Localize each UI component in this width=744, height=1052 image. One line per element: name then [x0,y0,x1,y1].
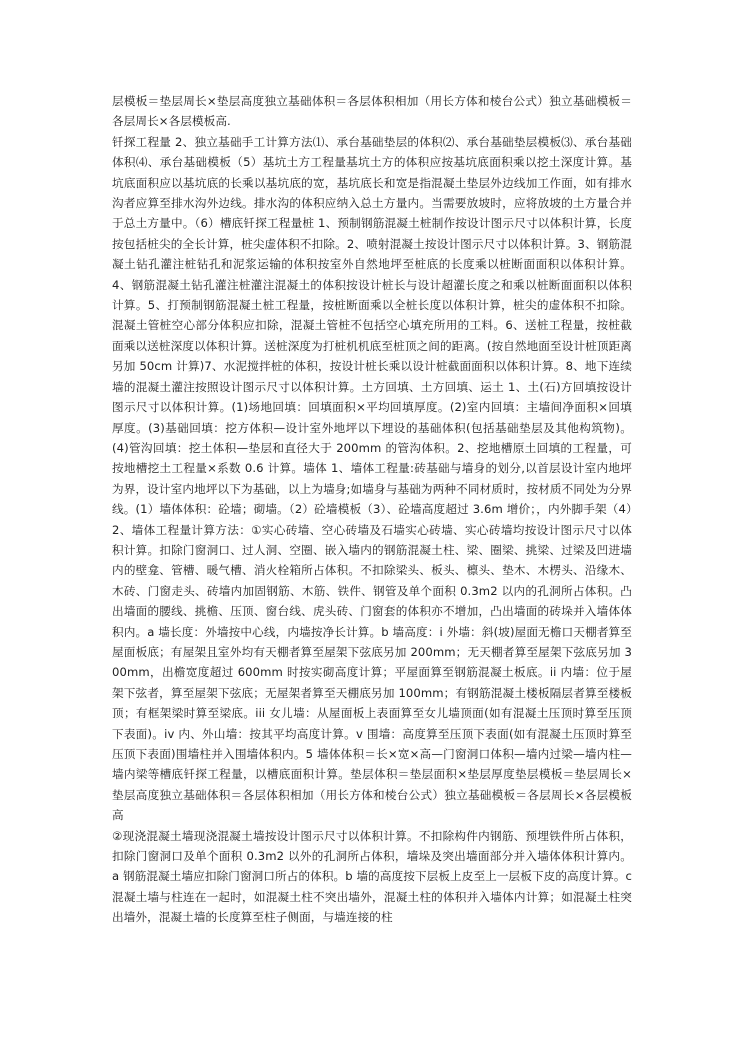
document-body [112,91,632,928]
paragraph-2: 钎探工程量 2、独立基础手工计算方法⑴、承台基础垫层的体积⑵、承台基础垫层模板⑶、承台基础体积⑷、承台基础模板（5）基坑土方工程量基坑土方的体积应按基坑底面积乘以挖土深度计算。基坑底面积应以基坑底的长乘以基坑底的宽，基坑底长和宽是指混凝土垫层外边线加工作面，如有排水沟者应算至排水沟外边线。排水沟的体积应纳入总土方量内。当需要放坡时，应将放坡的土方量合并于总土方量中。（6）槽底钎探工程量桩 1、预制钢筋混凝土桩制作按设计图示尺寸以体积计算，长度按包括桩尖的全长计算，桩尖虚体积不扣除。2、喷射混凝土按设计图示尺寸以体积计算。3、钢筋混凝土钻孔灌注桩钻孔和泥浆运输的体积按室外自然地坪至桩底的长度乘以桩断面面积以体积计算。4、钢筋混凝土钻孔灌注桩灌注混凝土的体积按设计桩长与设计超灌长度之和乘以桩断面面积以体积计算。5、打预制钢筋混凝土桩工程量，按桩断面乘以全桩长度以体积计算，桩尖的虚体积不扣除。混凝土管桩空心部分体积应扣除，混凝土管桩不包括空心填充所用的工料。6、送桩工程量，按桩截面乘以送桩深度以体积计算。送桩深度为打桩机机底至桩顶之间的距离。(按自然地面至设计桩顶距离另加 50cm 计算)7、水泥搅拌桩的体积，按设计桩长乘以设计桩截面面积以体积计算。8、地下连续墙的混凝土灌注按照设计图示尺寸以体积计算。土方回填、土方回填、运土 1、土(石)方回填按设计图示尺寸以体积计算。(1)场地回填：回填面积×平均回填厚度。(2)室内回填：主墙间净面积×回填厚度。(3)基础回填：挖方体积—设计室外地坪以下埋设的基础体积(包括基础垫层及其他构筑物)。(4)管沟回填：挖土体积—垫层和直径大于 200mm 的管沟体积。2、挖地槽原土回填的工程量，可按地槽挖土工程量×系数 0.6 计算。墙体 1、墙体工程量:砖基础与墙身的划分,以首层设计室内地坪为界，设计室内地坪以下为基础，以上为墙身;如墙身与基础为两种不同材质时，按材质不同处为分界线。(1）墙体体积：砼墙；砌墙。（2）砼墙模板（3）、砼墙高度超过 3.6m 增价；，内外脚手架（4）2、墙体工程量计算方法：①实心砖墙、空心砖墙及石墙实心砖墙、实心砖墙均按设计图示尺寸以体积计算。扣除门窗洞口、过人洞、空圈、嵌入墙内的钢筋混凝土柱、梁、圈梁、挑梁、过梁及凹进墙内的壁龛、管槽、暖气槽、消火栓箱所占体积。不扣除梁头、板头、檩头、垫木、木楞头、沿缘木、木砖、门窗走头、砖墙内加固钢筋、木筋、铁件、钢管及单个面积 0.3m2 以内的孔洞所占体积。凸出墙面的腰线、挑檐、压顶、窗台线、虎头砖、门窗套的体积亦不增加，凸出墙面的砖垛并入墙体体积内。a 墙长度：外墙按中心线，内墙按净长计算。b 墙高度：i 外墙：斜(坡)屋面无檐口天棚者算至屋面板底；有屋架且室外均有天棚者算至屋架下弦底另加 200mm；无天棚者算至屋架下弦底另加 300mm，出檐宽度超过 600mm 时按实砌高度计算；平屋面算至钢筋混凝土板底。ii 内墙：位于屋架下弦者，算至屋架下弦底；无屋架者算至天棚底另加 100mm；有钢筋混凝土楼板隔层者算至楼板顶；有框架梁时算至梁底。iii 女儿墙：从屋面板上表面算至女儿墙顶面(如有混凝土压顶时算至压顶下表面)。iv 内、外山墙：按其平均高度计算。v 围墙：高度算至压顶下表面(如有混凝土压顶时算至压顶下表面)围墙柱并入围墙体积内。5 墙体体积＝长×宽×高—门窗洞口体积—墙内过梁—墙内柱—墙内梁等槽底钎探工程量，以槽底面积计算。垫层体积＝垫层面积×垫层厚度垫层模板＝垫层周长×垫层高度独立基础体积＝各层体积相加（用长方体和棱台公式）独立基础模板＝各层周长×各层模板高 [112,134,632,823]
paragraph-3: ②现浇混凝土墙现浇混凝土墙按设计图示尺寸以体积计算。不扣除构件内钢筋、预埋铁件所占体积，扣除门窗洞口及单个面积 0.3m2 以外的孔洞所占体积，墙垛及突出墙面部分并入墙体体积计算内。a 钢筋混凝土墙应扣除门窗洞口所占的体积。b 墙的高度按下层板上皮至上一层板下皮的高度计算。c 混凝土墙与柱连在一起时，如混凝土柱不突出墙外，混凝土柱的体积并入墙体内计算；如混凝土柱突出墙外，混凝土墙的长度算至柱子侧面，与墙连接的柱 [112,828,632,925]
paragraph-1: 层模板＝垫层周长×垫层高度独立基础体积＝各层体积相加（用长方体和棱台公式）独立基础模板＝各层周长×各层模板高. [112,94,632,129]
